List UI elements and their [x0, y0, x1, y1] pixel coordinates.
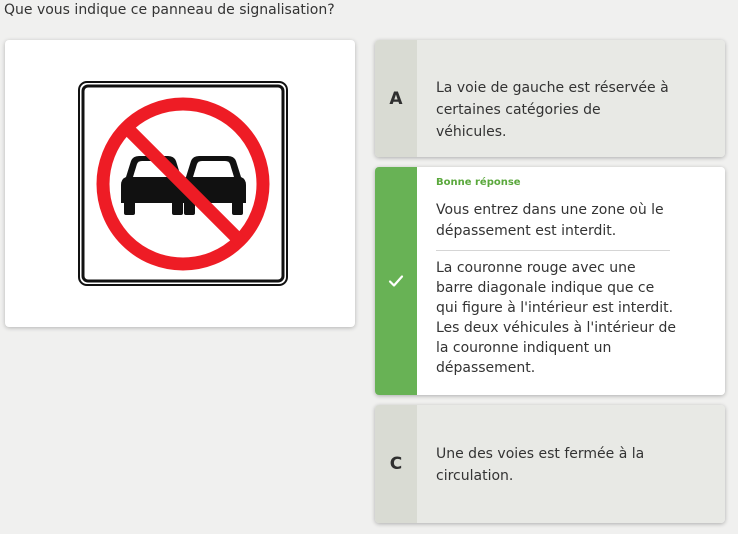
- answer-letter-a: A: [375, 40, 417, 157]
- answer-option-c[interactable]: [375, 405, 725, 523]
- answer-body-b: [417, 167, 725, 395]
- answer-letter-c: C: [375, 405, 417, 523]
- question-text: Que vous indique ce panneau de signalisation?: [4, 2, 335, 18]
- answer-explanation: La couronne rouge avec une barre diagonale indique que ce qui figure à l'intérieur est interdit. Les deux véhicules à l'intérieur de la couronne indiquent un dépassement.: [436, 260, 676, 376]
- sign-image-card: [5, 40, 355, 327]
- correct-answer-label: Bonne réponse: [436, 177, 521, 188]
- answer-text-b: Vous entrez dans une zone où le dépassement est interdit.: [436, 202, 664, 239]
- answer-body-a: [417, 40, 725, 157]
- divider: [436, 250, 670, 251]
- answer-body-c: [417, 405, 725, 523]
- answer-text-a: La voie de gauche est réservée à certaines catégories de véhicules.: [436, 80, 669, 140]
- answer-option-a[interactable]: [375, 40, 725, 157]
- correct-indicator: [375, 167, 417, 395]
- no-passing-sign-icon: [78, 81, 288, 286]
- answer-option-b-correct[interactable]: [375, 167, 725, 395]
- checkmark-icon: [388, 273, 404, 289]
- answer-text-c: Une des voies est fermée à la circulation.: [436, 446, 645, 484]
